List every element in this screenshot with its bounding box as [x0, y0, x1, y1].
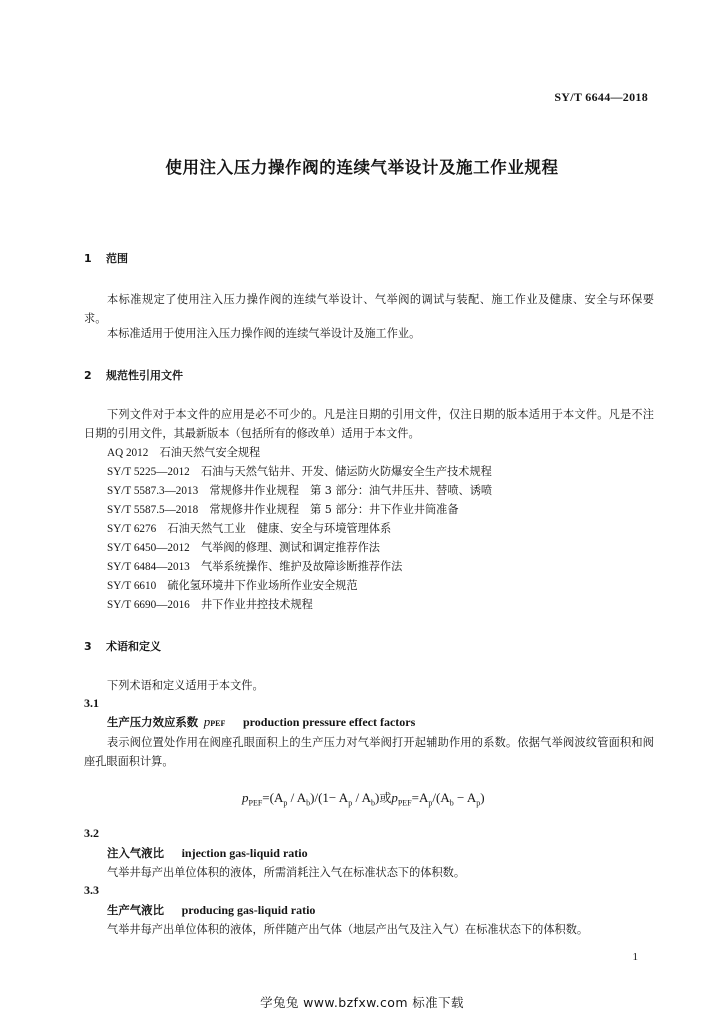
term-en: injection gas-liquid ratio	[181, 846, 308, 860]
term-definition: 表示阀位置处作用在阀座孔眼面积上的生产压力对气举阀打开起辅助作用的系数。依据气举阀波纹管面积和阀座孔眼面积计算。	[84, 736, 654, 768]
term-zh: 生产气液比	[107, 903, 164, 917]
pef-formula: $p_{PEF}=(A_p / A_b)/(1- A_p / A_b)$或$p_{PEF}=A_p/(A_b - A_p)$	[242, 790, 485, 808]
section-2-title: 规范性引用文件	[106, 369, 183, 382]
term-number: 3.2	[84, 826, 99, 840]
section-2-number: 2	[84, 369, 92, 382]
term-heading	[107, 902, 315, 918]
term-definition: 气举井每产出单位体积的液体，所需消耗注入气在标准状态下的体积数。	[107, 866, 466, 879]
reference-item: SY/T 5587.3—2013 常规修井作业规程 第 3 部分：油气井压井、替喷、诱喷	[107, 484, 493, 497]
reference-item: SY/T 6484—2013 气举系统操作、维护及故障诊断推荐作法	[107, 560, 403, 573]
term-en: production pressure effect factors	[243, 715, 416, 729]
term-symbol: pPEF	[203, 714, 226, 729]
page-number: 1	[632, 951, 638, 963]
section-1-paragraph-1: 本标准规定了使用注入压力操作阀的连续气举设计、气举阀的调试与装配、施工作业及健康、安全与环保要求。	[84, 293, 654, 325]
reference-item: AQ 2012 石油天然气安全规程	[107, 446, 261, 459]
term-heading	[107, 845, 308, 861]
section-1-paragraph-2: 本标准适用于使用注入压力操作阀的连续气举设计及施工作业。	[107, 327, 421, 340]
term-en: producing gas-liquid ratio	[181, 903, 316, 917]
term-number: 3.3	[84, 883, 99, 897]
term-definition: 气举井每产出单位体积的液体，所伴随产出气体（地层产出气及注入气）在标准状态下的体积数。	[107, 923, 589, 936]
section-2-heading	[84, 367, 183, 383]
reference-item: SY/T 6276 石油天然气工业 健康、安全与环境管理体系	[107, 522, 392, 535]
section-3-title: 术语和定义	[106, 640, 161, 653]
reference-item: SY/T 6610 硫化氢环境井下作业场所作业安全规范	[107, 579, 358, 592]
term-heading	[107, 714, 415, 730]
section-1-title: 范围	[106, 252, 128, 265]
section-1-heading	[84, 250, 128, 266]
section-1-number: 1	[84, 252, 92, 265]
term-number: 3.1	[84, 696, 99, 710]
reference-item: SY/T 6450—2012 气举阀的修理、测试和调定推荐作法	[107, 541, 380, 554]
section-2-intro: 下列文件对于本文件的应用是必不可少的。凡是注日期的引用文件，仅注日期的版本适用于本文件。凡是不注日期的引用文件，其最新版本（包括所有的修改单）适用于本文件。	[84, 408, 654, 440]
standard-code: SY/T 6644—2018	[554, 90, 648, 104]
document-title: 使用注入压力操作阀的连续气举设计及施工作业规程	[165, 158, 559, 177]
footer-watermark: 学兔兔 www.bzfxw.com 标准下载	[260, 995, 464, 1010]
reference-item: SY/T 5587.5—2018 常规修井作业规程 第 5 部分：井下作业井筒准备	[107, 503, 459, 516]
term-zh: 生产压力效应系数	[107, 715, 199, 729]
reference-item: SY/T 6690—2016 井下作业井控技术规程	[107, 598, 313, 611]
section-3-number: 3	[84, 640, 92, 653]
reference-item: SY/T 5225—2012 石油与天然气钻井、开发、储运防火防爆安全生产技术规程	[107, 465, 492, 478]
section-3-heading	[84, 638, 161, 654]
section-3-intro: 下列术语和定义适用于本文件。	[107, 679, 264, 692]
term-zh: 注入气液比	[107, 846, 164, 860]
